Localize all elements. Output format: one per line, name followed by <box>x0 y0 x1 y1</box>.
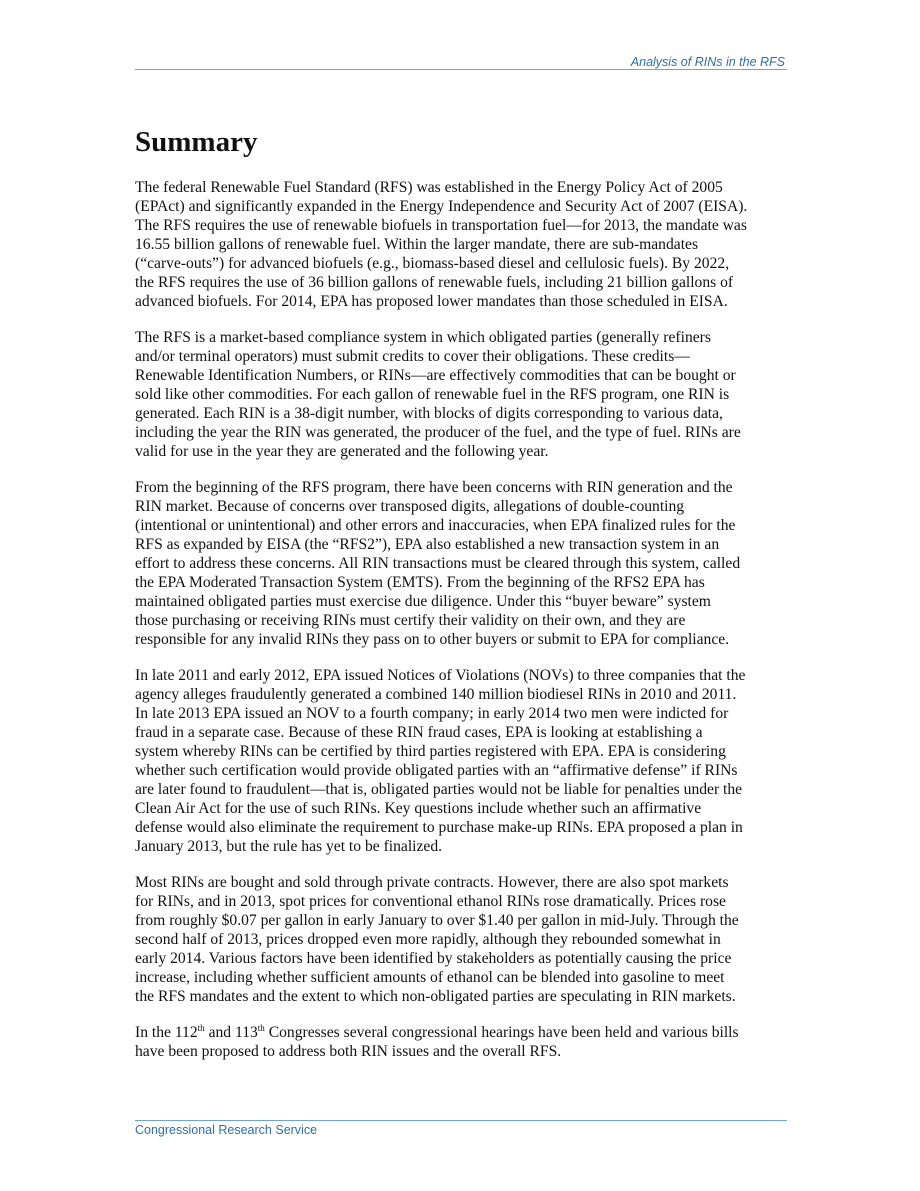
text-line: are later found to fraudulent—that is, obligated parties would not be liable for penalties under the <box>135 781 743 798</box>
text-line: In late 2013 EPA issued an NOV to a fourth company; in early 2014 two men were indicted for <box>135 705 729 722</box>
text-fragment: Congresses several congressional hearings have been held and various bills <box>264 1024 739 1041</box>
text-line: From the beginning of the RFS program, there have been concerns with RIN generation and the <box>135 479 733 496</box>
text-line: January 2013, but the rule has yet to be finalized. <box>135 838 443 855</box>
text-line: defense would also eliminate the requirement to purchase make-up RINs. EPA proposed a plan in <box>135 819 743 836</box>
text-line: (intentional or unintentional) and other errors and inaccuracies, when EPA finalized rules for the <box>135 517 736 534</box>
text-line: sold like other commodities. For each gallon of renewable fuel in the RFS program, one RIN is <box>135 386 730 403</box>
text-line: and/or terminal operators) must submit credits to cover their obligations. These credits— <box>135 348 690 365</box>
text-line: The federal Renewable Fuel Standard (RFS) was established in the Energy Policy Act of 2005 <box>135 179 723 196</box>
paragraph-rfs-overview <box>135 178 789 311</box>
text-line: have been proposed to address both RIN issues and the overall RFS. <box>135 1043 562 1060</box>
text-line: agency alleges fraudulently generated a combined 140 million biodiesel RINs in 2010 and 2011. <box>135 686 737 703</box>
header-rule <box>135 69 787 70</box>
superscript: th <box>197 1023 205 1033</box>
text-line: second half of 2013, prices dropped even more rapidly, although they rebounded somewhat in <box>135 931 721 948</box>
text-line: system whereby RINs can be certified by third parties registered with EPA. EPA is considering <box>135 743 726 760</box>
text-line: responsible for any invalid RINs they pass on to other buyers or submit to EPA for compliance. <box>135 631 730 648</box>
text-line: Renewable Identification Numbers, or RINs—are effectively commodities that can be bought or <box>135 367 736 384</box>
text-line: the EPA Moderated Transaction System (EMTS). From the beginning of the RFS2 EPA has <box>135 574 705 591</box>
text-line: valid for use in the year they are generated and the following year. <box>135 443 549 460</box>
text-line: the RFS requires the use of 36 billion gallons of renewable fuels, including 21 billion gallons of <box>135 274 734 291</box>
paragraph-rin-concerns <box>135 478 789 649</box>
paragraph-congress <box>135 1023 789 1061</box>
footer-publisher: Congressional Research Service <box>135 1123 318 1137</box>
text-line: maintained obligated parties must exercise due diligence. Under this “buyer beware” system <box>135 593 711 610</box>
text-line: those purchasing or receiving RINs must certify their validity on their own, and they are <box>135 612 686 629</box>
text-line: effort to address these concerns. All RIN transactions must be cleared through this system, called <box>135 555 741 572</box>
text-line: The RFS is a market-based compliance system in which obligated parties (generally refiners <box>135 329 711 346</box>
text-line: increase, including whether sufficient amounts of ethanol can be blended into gasoline to meet <box>135 969 725 986</box>
text-line: (“carve-outs”) for advanced biofuels (e.g., biomass-based diesel and cellulosic fuels). By 2022, <box>135 255 730 272</box>
text-line: including the year the RIN was generated, the producer of the fuel, and the type of fuel. RINs are <box>135 424 741 441</box>
summary-body <box>135 178 789 1078</box>
paragraph-fraud-cases <box>135 666 789 856</box>
text-line: 16.55 billion gallons of renewable fuel. Within the larger mandate, there are sub-mandates <box>135 236 699 253</box>
text-line: from roughly $0.07 per gallon in early January to over $1.40 per gallon in mid-July. Through the <box>135 912 739 929</box>
text-line: RFS as expanded by EISA (the “RFS2”), EPA also established a new transaction system in an <box>135 536 720 553</box>
text-line: Clean Air Act for the use of such RINs. Key questions include whether such an affirmative <box>135 800 702 817</box>
page-title: Summary <box>135 126 258 158</box>
running-header: Analysis of RINs in the RFS <box>630 55 785 69</box>
text-line: for RINs, and in 2013, spot prices for conventional ethanol RINs rose dramatically. Prices rose <box>135 893 726 910</box>
text-line: RIN market. Because of concerns over transposed digits, allegations of double-counting <box>135 498 685 515</box>
text-line: (EPAct) and significantly expanded in the Energy Independence and Security Act of 2007 (EISA). <box>135 198 748 215</box>
text-line: early 2014. Various factors have been identified by stakeholders as potentially causing the price <box>135 950 732 967</box>
text-line: advanced biofuels. For 2014, EPA has proposed lower mandates than those scheduled in EISA. <box>135 293 728 310</box>
paragraph-spot-markets <box>135 873 789 1006</box>
text-line: the RFS mandates and the extent to which non-obligated parties are speculating in RIN markets. <box>135 988 736 1005</box>
text-fragment: In the 112 <box>135 1024 198 1041</box>
footer-rule <box>135 1120 787 1121</box>
text-line: In late 2011 and early 2012, EPA issued Notices of Violations (NOVs) to three companies that the <box>135 667 746 684</box>
text-line: fraud in a separate case. Because of these RIN fraud cases, EPA is looking at establishing a <box>135 724 703 741</box>
text-fragment: and 113 <box>204 1024 258 1041</box>
paragraph-compliance-system <box>135 328 789 461</box>
text-line: Most RINs are bought and sold through private contracts. However, there are also spot markets <box>135 874 729 891</box>
text-line: generated. Each RIN is a 38-digit number, with blocks of digits corresponding to various data, <box>135 405 723 422</box>
text-line <box>135 1023 789 1042</box>
text-line: The RFS requires the use of renewable biofuels in transportation fuel—for 2013, the mandate was <box>135 217 747 234</box>
superscript: th <box>257 1023 265 1033</box>
text-line: whether such certification would provide obligated parties with an “affirmative defense” if RINs <box>135 762 738 779</box>
